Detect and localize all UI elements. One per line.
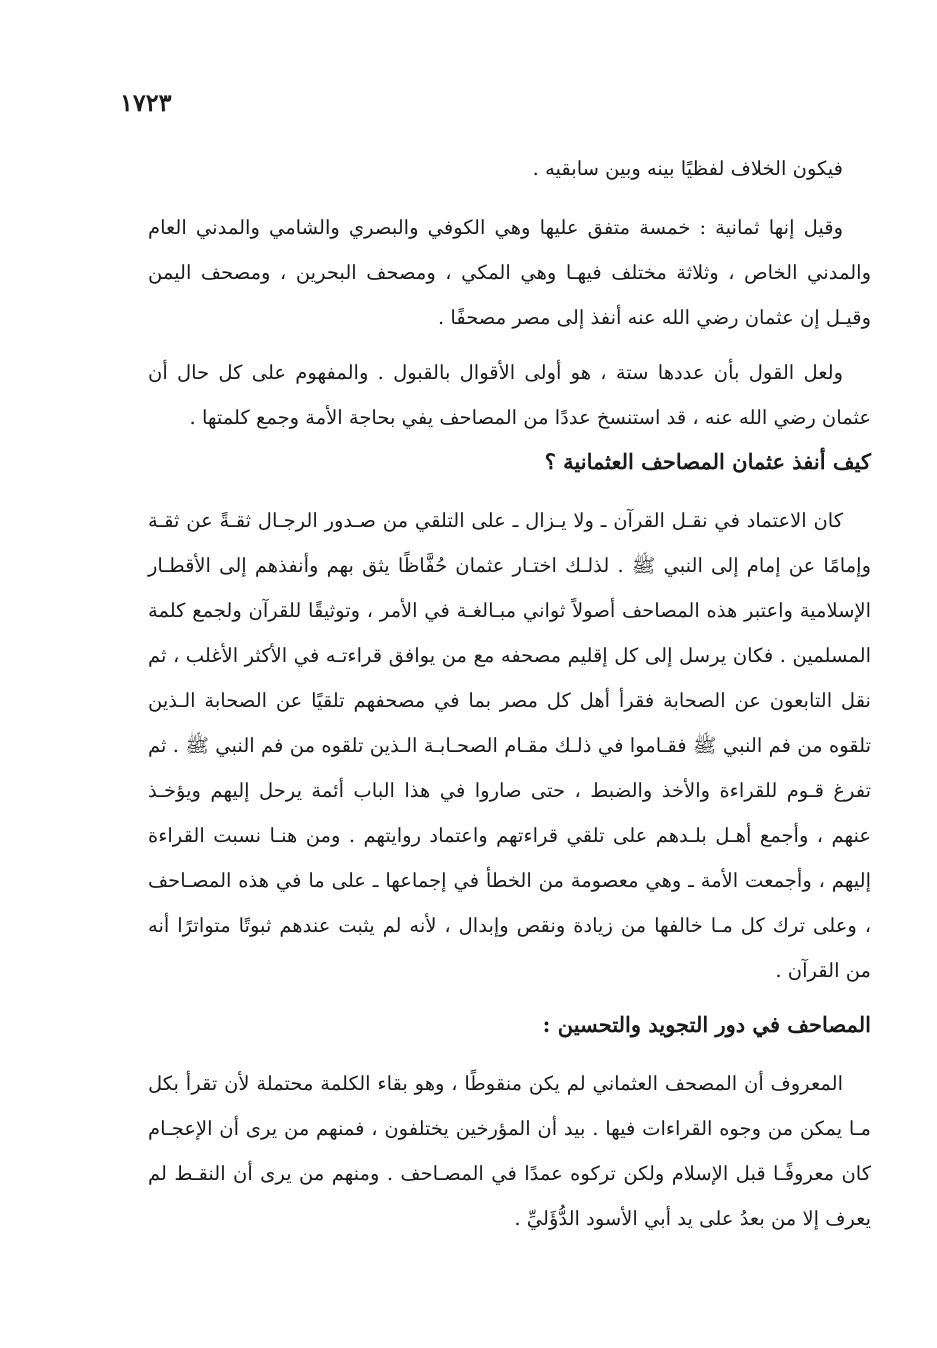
page-number: ١٧٢٣ <box>120 88 172 117</box>
section-heading-1: كيف أنفذ عثمان المصاحف العثمانية ؟ <box>544 449 871 474</box>
paragraph-5: المعروف أن المصحف العثماني لم يكن منقوطًا ، وهو بقاء الكلمة محتملة لأن تقرأ بكل مـا يمكن من وجوه القراءات فيها . بيد أن المؤرخين يختلفون ، فمنهم من يرى أن الإعجـام كان معروفًـا قبل الإسلام ولكن تركوه عمدًا في المصـاحف . ومنهم من يرى أن النقـط لم يعرف إلا من بعدُ على يد أبي الأسود الدُّؤَليِّ . <box>148 1072 871 1230</box>
page-content <box>148 146 871 1241</box>
paragraph-1: فيكون الخلاف لفظيًا بينه وبين سابقيه . <box>532 157 843 180</box>
paragraph-2: وقيل إنها ثمانية : خمسة متفق عليها وهي الكوفي والبصري والشامي والمدني العام والمدني الخاص ، وثلاثة مختلف فيهـا وهي المكي ، ومصحف البحرين ، ومصحف اليمن وقيـل إن عثمان رضي الله عنه أنفذ إلى مصر مصحفًا . <box>148 216 871 329</box>
paragraph-3: ولعل القول بأن عددها ستة ، هو أولى الأقوال بالقبول . والمفهوم على كل حال أن عثمان رضي الله عنه ، قد استنسخ عددًا من المصاحف يفي بحاجة الأمة وجمع كلمتها . <box>148 361 871 429</box>
paragraph-4: كان الاعتماد في نقـل القرآن ـ ولا يـزال ـ على التلقي من صـدور الرجـال ثقـةً عن ثقـة وإمامًا عن إمام إلى النبي ﷺ . لذلـك اختـار عثمان حُفَّاظًا يثق بهم وأنفذهم إلى الأقطـار الإسلامية واعتبر هذه المصاحف أصولاً ثواني مبـالغـة في الأمر ، وتوثيقًا للقرآن ولجمع كلمة المسلمين . فكان يرسل إلى كل إقليم مصحفه مع من يوافق قراءتـه في الأكثر الأغلب ، ثم نقل التابعون عن الصحابة فقرأ أهل كل مصر بما في مصحفهم تلقيًا عن الصحابة الـذين تلقوه من فم النبي ﷺ فقـاموا في ذلـك مقـام الصحـابـة الـذين تلقوه من فم النبي ﷺ . ثم تفرغ قـوم للقراءة والأخذ والضبط ، حتى صاروا في هذا الباب أئمة يرحل إليهم ويؤخـذ عنهم ، وأجمع أهـل بلـدهم على تلقي قراءتهم واعتماد روايتهم . ومن هنـا نسبت القراءة إليهم ، وأجمعت الأمة ـ وهي معصومة من الخطأ في إجماعها ـ على ما في هذه المصـاحف ، وعلى ترك كل مـا خالفها من زيادة ونقص وإبدال ، لأنه لم يثبت عندهم ثبوتًا متواترًا أنه من القرآن . <box>148 509 871 982</box>
section-heading-2: المصاحف في دور التجويد والتحسين : <box>542 1012 871 1037</box>
